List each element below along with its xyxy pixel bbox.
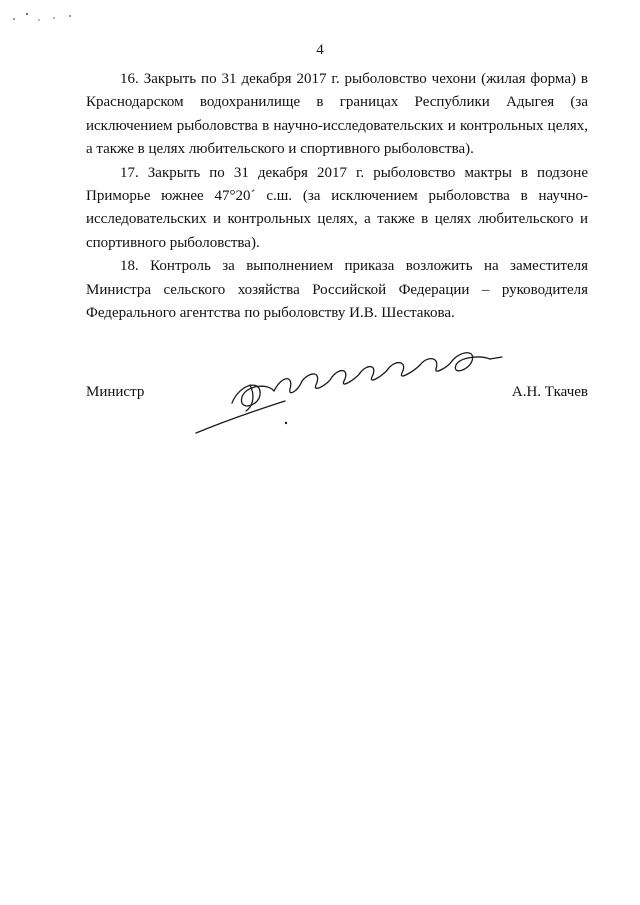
paragraph-18: 18. Контроль за выполнением приказа возложить на заместителя Министра сельского хозяйства Российской Федерации – руководителя Федерального агентства по рыболовству И.В. Шестакова. (86, 258, 588, 322)
page-number: 4 (316, 42, 324, 58)
paragraph-17: 17. Закрыть по 31 декабря 2017 г. рыболовство мактры в подзоне Приморье южнее 47°20´ с.ш. (за исключением рыболовства в научно-исследовательских и контрольных целях, а также в целях любительского и спортивного рыболовства). (86, 164, 588, 251)
paragraph-16: 16. Закрыть по 31 декабря 2017 г. рыболовство чехони (жилая форма) в Краснодарском водохранилище в границах Республики Адыгея (за исключением рыболовства в научно-исследовательских и контрольных целях, а также в целях любительского и спортивного рыболовства). (86, 71, 588, 158)
scan-specks (10, 10, 80, 24)
signer-title: Министр (86, 384, 145, 400)
document-body (86, 68, 588, 325)
signer-name: А.Н. Ткачев (511, 384, 588, 400)
signature-row (86, 384, 588, 404)
